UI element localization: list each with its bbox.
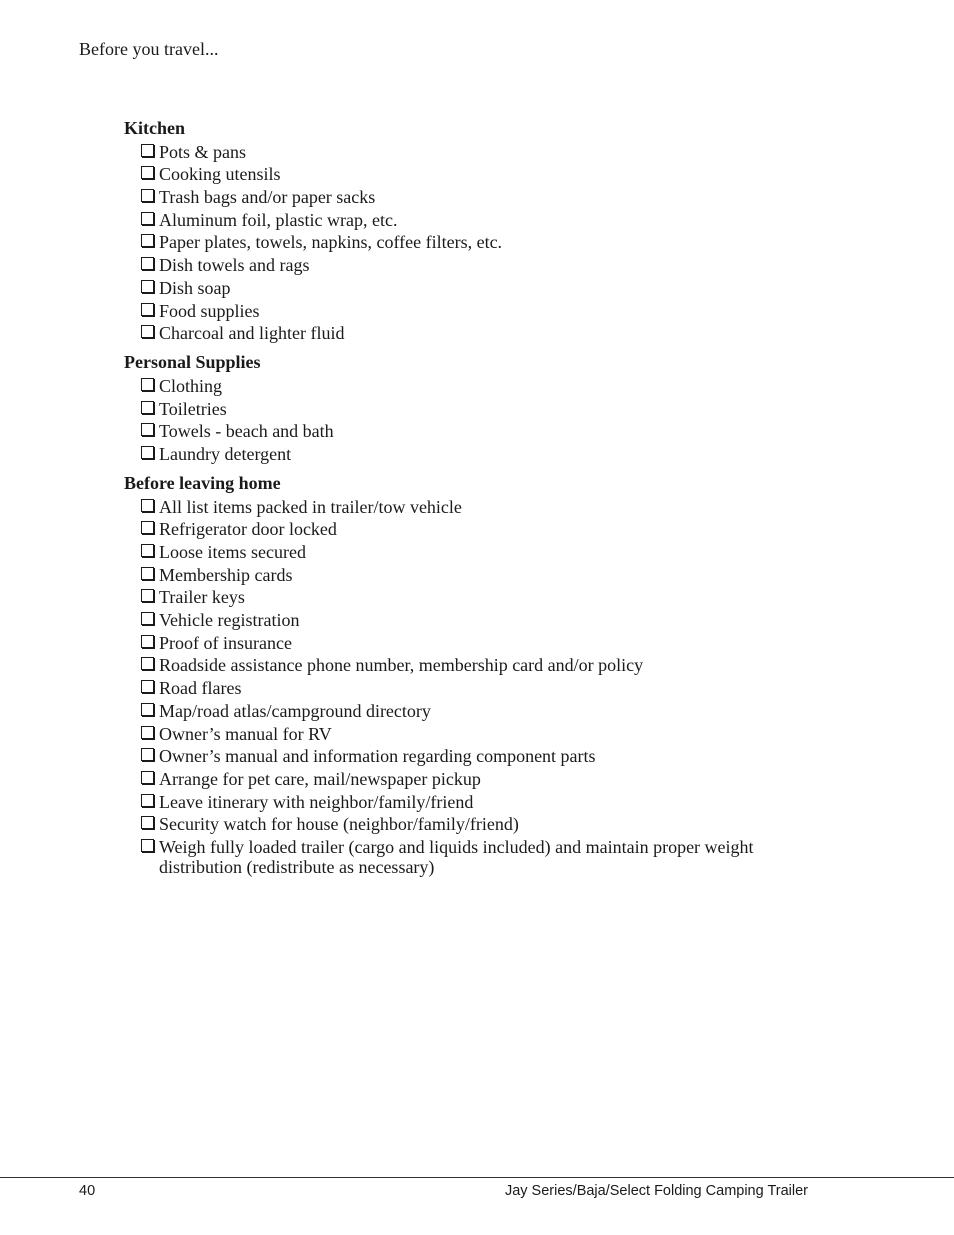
checkbox[interactable] [141, 325, 154, 338]
checklist-item [124, 301, 799, 321]
checklist-item-label: Refrigerator door locked [159, 519, 337, 540]
section-heading: Before leaving home [124, 472, 281, 493]
section-heading: Personal Supplies [124, 352, 261, 373]
checkbox[interactable] [141, 499, 154, 512]
checkbox[interactable] [141, 748, 154, 761]
checkbox[interactable] [141, 680, 154, 693]
checklist-item-label: Owner’s manual for RV [159, 723, 332, 744]
section-personal-supplies [124, 351, 824, 464]
checkbox[interactable] [141, 212, 154, 225]
checkbox[interactable] [141, 303, 154, 316]
checklist-item [124, 678, 799, 698]
section-heading: Kitchen [124, 118, 185, 138]
checkbox[interactable] [141, 280, 154, 293]
checklist-item-label: Dish soap [159, 277, 231, 298]
checklist-item-label: Owner’s manual and information regarding component parts [159, 746, 596, 767]
checklist-item-label: Charcoal and lighter fluid [159, 323, 345, 344]
checklist-item [124, 444, 799, 464]
checklist-item-label: Map/road atlas/campground directory [159, 700, 431, 721]
checklist-item [124, 837, 799, 877]
checklist-item-label: Roadside assistance phone number, membership card and/or policy [159, 655, 644, 676]
checkbox[interactable] [141, 521, 154, 534]
checklist-item-label: Membership cards [159, 564, 293, 585]
checklist-item [124, 519, 799, 539]
checklist-item [124, 323, 799, 343]
checklist-item [124, 542, 799, 562]
checkbox[interactable] [141, 839, 154, 852]
checkbox[interactable] [141, 657, 154, 670]
checklist-item [124, 769, 799, 789]
checkbox[interactable] [141, 726, 154, 739]
checklist-item [124, 164, 799, 184]
checkbox[interactable] [141, 612, 154, 625]
document-title: Jay Series/Baja/Select Folding Camping Trailer [504, 1183, 808, 1199]
checklist-item-label: Loose items secured [159, 542, 306, 562]
checklist-item [124, 746, 799, 766]
checklist-item-label: Toiletries [159, 398, 227, 419]
checklist-item [124, 814, 799, 834]
checklist-item [124, 210, 799, 230]
checklist [124, 117, 824, 877]
checklist-item-label: All list items packed in trailer/tow vehicle [159, 496, 462, 517]
checkbox[interactable] [141, 446, 154, 459]
checklist-item [124, 376, 799, 396]
checklist-item-label: Trailer keys [159, 587, 245, 608]
checklist-item [124, 724, 799, 744]
checklist-item [124, 278, 799, 298]
checkbox[interactable] [141, 234, 154, 247]
checklist-item-label: Aluminum foil, plastic wrap, etc. [159, 209, 398, 230]
checklist-item [124, 610, 799, 630]
footer-divider [0, 1177, 954, 1178]
checkbox[interactable] [141, 144, 154, 157]
checklist-item-label: Vehicle registration [159, 610, 300, 631]
checklist-item-label: Weigh fully loaded trailer (cargo and liquids included) and maintain proper weight distribution (redistribute as necessary) [159, 836, 754, 877]
checklist-item-label: Leave itinerary with neighbor/family/friend [159, 791, 474, 812]
checklist-item-label: Road flares [159, 678, 242, 699]
checkbox[interactable] [141, 816, 154, 829]
checkbox[interactable] [141, 794, 154, 807]
checklist-item [124, 792, 799, 812]
checklist-item-label: Laundry detergent [159, 443, 292, 464]
checklist-item-label: Security watch for house (neighbor/family/friend) [159, 814, 519, 835]
checklist-item [124, 399, 799, 419]
checklist-item-label: Proof of insurance [159, 632, 292, 653]
checkbox[interactable] [141, 423, 154, 436]
checklist-item [124, 142, 799, 162]
checkbox[interactable] [141, 166, 154, 179]
checklist-item [124, 497, 799, 517]
checklist-item [124, 232, 799, 252]
checklist-item-label: Dish towels and rags [159, 255, 310, 276]
checklist-item-label: Trash bags and/or paper sacks [159, 187, 376, 208]
checklist-items [124, 497, 824, 877]
checklist-item-label: Towels - beach and bath [159, 421, 334, 442]
checklist-item [124, 187, 799, 207]
checkbox[interactable] [141, 567, 154, 580]
checkbox[interactable] [141, 378, 154, 391]
checklist-item-label: Cooking utensils [159, 164, 281, 185]
checklist-item [124, 587, 799, 607]
checklist-item [124, 701, 799, 721]
page-number: 40 [79, 1183, 96, 1199]
checklist-item [124, 633, 799, 653]
checklist-item-label: Paper plates, towels, napkins, coffee filters, etc. [159, 232, 503, 253]
checkbox[interactable] [141, 401, 154, 414]
checkbox[interactable] [141, 589, 154, 602]
checklist-item [124, 255, 799, 275]
checklist-items [124, 376, 824, 464]
checkbox[interactable] [141, 703, 154, 716]
section-kitchen [124, 117, 824, 343]
page-header: Before you travel... [79, 39, 219, 59]
checkbox[interactable] [141, 635, 154, 648]
checklist-item [124, 655, 799, 675]
checkbox[interactable] [141, 189, 154, 202]
checkbox[interactable] [141, 771, 154, 784]
checklist-item-label: Pots & pans [159, 141, 247, 162]
section-before-leaving-home [124, 472, 824, 877]
checklist-item [124, 421, 799, 441]
checklist-item-label: Arrange for pet care, mail/newspaper pickup [159, 768, 481, 789]
checkbox[interactable] [141, 257, 154, 270]
checklist-items [124, 142, 824, 344]
checklist-item-label: Food supplies [159, 300, 260, 321]
checkbox[interactable] [141, 544, 154, 557]
checklist-item [124, 565, 799, 585]
checklist-item-label: Clothing [159, 375, 223, 396]
